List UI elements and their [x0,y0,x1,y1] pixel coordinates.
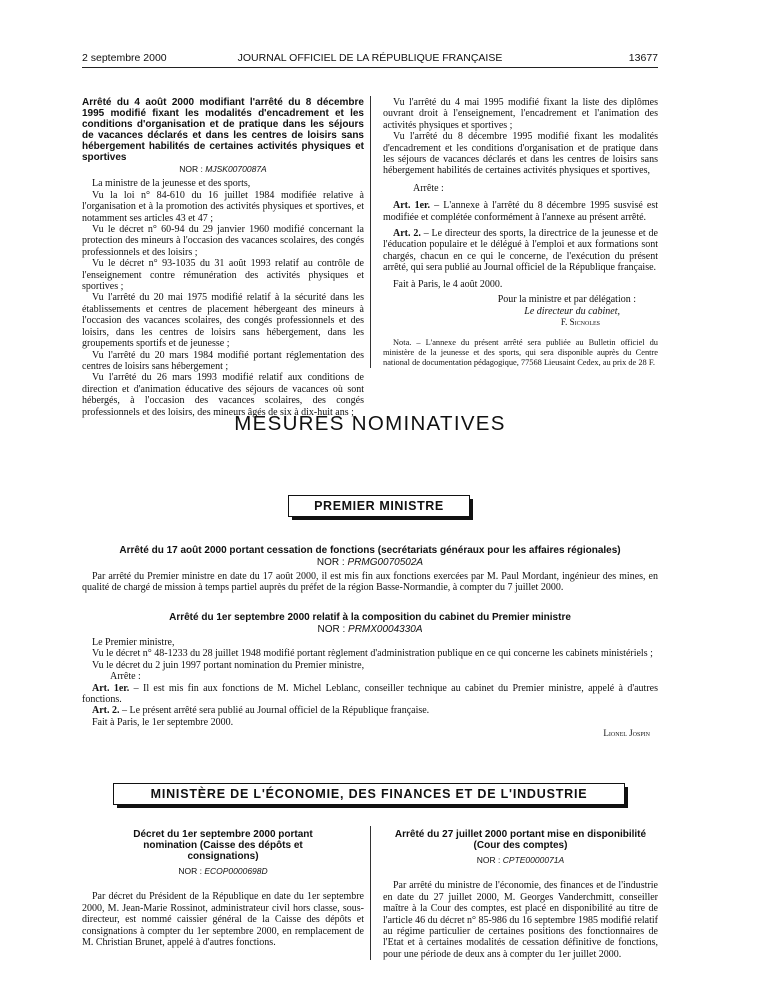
article-label: Art. 2. [393,228,421,240]
nor-line: NOR : MJSK0070087A [179,164,267,174]
paragraph: Vu le décret n° 48-1233 du 28 juillet 1948 modifié portant règlement d'administration publique en ce qui concerne les cabinets ministériels ; [92,648,653,660]
nor-code: ECOP0000698D [204,866,268,876]
paragraph: Vu le décret n° 93-1035 du 31 août 1993 relatif au contrôle de l'enseignement contre rémunération des activités physiques et sportives ; [82,258,364,293]
article-2: Art. 2. – Le présent arrêté sera publié au Journal officiel de la République française. [92,705,430,717]
article-1: Art. 1er. – Il est mis fin aux fonctions de M. Michel Leblanc, conseiller technique au cabinet du Premier ministre, appelé à d'autres fonctions. [82,682,658,706]
right-column [383,97,658,367]
running-header [82,52,658,66]
delegation-line: Pour la ministre et par délégation : [497,294,636,306]
paragraph: Vu l'arrêté du 20 mars 1984 modifié portant réglementation des centres de loisirs sans hébergement ; [82,349,364,372]
left-column [82,97,364,418]
arrete-title: Arrêté du 1er septembre 2000 relatif à la composition du cabinet du Premier ministre [169,612,571,623]
arrete-body [82,637,658,740]
column-separator [370,96,371,368]
nor-line: NOR : CPTE0000071A [476,855,565,865]
right-column-arrete [383,829,658,960]
left-column-decret [82,829,364,948]
article-label: Art. 2. [92,705,120,717]
paragraph: Vu le décret du 2 juin 1997 portant nomination du Premier ministre, [92,659,365,671]
paragraph: Vu l'arrêté du 8 décembre 1995 modifié fixant les modalités d'encadrement et les conditions d'organisation et de pratique dans les séjours de vacances déclarés et dans les centres de loisirs sans hébergement habilités de certaines activités physiques et sportives, [383,131,658,177]
paragraph: Le Premier ministre, [92,637,175,648]
header-date: 2 septembre 2000 [82,52,167,64]
signature: F. Sicnoles [560,316,600,327]
article-1: Art. 1er. – L'annexe à l'arrêté du 8 décembre 1995 susvisé est modifiée et complétée conformément à l'annexe au présent arrêté. [383,200,658,223]
nor-line: NOR : PRMX0004330A [317,624,423,635]
done-at: Fait à Paris, le 4 août 2000. [393,278,503,290]
footnote: Nota. – L'annexe du présent arrêté sera publiée au Bulletin officiel du ministère de la jeunesse et des sports, qui sera disponible auprès du Centre national de documentation pédagogique, 77568 Lieusaint Cedex, au prix de 28 F. [383,338,658,367]
done-at: Fait à Paris, le 1er septembre 2000. [92,716,234,728]
column-separator [370,826,371,960]
nor-code: MJSK0070087A [205,164,267,174]
section-title: MESURES NOMINATIVES [234,412,506,435]
nor-code: PRMG0070502A [347,557,424,568]
article-label: Art. 1er. [393,200,431,212]
arrete-title: Arrêté du 27 juillet 2000 portant mise en disponibilité (Cour des comptes) [394,829,647,851]
ministry-box-premier-ministre: PREMIER MINISTRE [288,495,470,517]
paragraph: Vu la loi n° 84-610 du 16 juillet 1984 modifiée relative à l'organisation et à la promotion des activités physiques et sportives, et notamment ses articles 43 et 47 ; [82,189,364,224]
ministry-box-economie: MINISTÈRE DE L'ÉCONOMIE, DES FINANCES ET DE L'INDUSTRIE [113,783,625,805]
paragraph: Vu l'arrêté du 26 mars 1993 modifié relatif aux conditions de direction et d'animation éducative des séjours de vacances où sont hébergés, à l'occasion des vacances scolaires, des congés professionnels et des loisirs, des mineurs âgés de six à dix-huit ans ; [82,372,364,418]
article-label: Art. 1er. [92,682,130,694]
arrete-title: Arrêté du 17 août 2000 portant cessation de fonctions (secrétariats généraux pour les affaires régionales) [119,545,621,556]
signature: Lionel Jospin [603,728,650,739]
header-page-number: 13677 [628,52,658,64]
paragraph: La ministre de la jeunesse et des sports, [92,178,251,190]
paragraph: Par arrêté du Premier ministre en date du 17 août 2000, il est mis fin aux fonctions exercées par M. Paul Mordant, ingénieur des mines, en qualité de chargé de mission à temps partiel auprès du préfet de la région Basse-Normandie, à compter du 7 juillet 2000. [82,571,658,594]
nor-code: CPTE0000071A [502,855,565,865]
paragraph: Vu l'arrêté du 20 mai 1975 modifié relatif à la sécurité dans les établissements et centres de placement hébergeant des mineurs à l'occasion des vacances scolaires, des congés professionnels et des loisirs, dans les centres de loisirs sans hébergement, dans les groupements sportifs et de jeunesse ; [82,292,364,350]
arrete-body [82,571,658,594]
decret-title: Décret du 1er septembre 2000 portant nomination (Caisse des dépôts et consignations) [133,829,313,862]
cabinet-director: Le directeur du cabinet, [524,305,620,317]
paragraph: Vu le décret n° 60-94 du 29 janvier 1960 modifié concernant la protection des mineurs à l'occasion des vacances scolaires, des congés professionnels et des loisirs ; [82,224,364,258]
paragraph: Par décret du Président de la République en date du 1er septembre 2000, M. Jean-Marie Rossinot, administrateur civil hors classe, sous-directeur, est nommé caissier général de la Caisse des dépôts et consignations à compter du 1er septembre 2000, en remplacement de M. Christian Brunet, appelé à d'autres fonctions. [82,891,364,949]
header-rule [82,67,658,68]
nor-line: NOR : ECOP0000698D [178,866,268,876]
arrete-title: Arrêté du 4 août 2000 modifiant l'arrêté du 8 décembre 1995 modifié fixant les modalités d'encadrement et les conditions d'organisation et de pratique dans les séjours de vacances déclarés et dans les centres de loisirs sans hébergement habilités de certaines activités physiques et sportives [82,97,364,163]
nor-code: PRMX0004330A [348,624,423,635]
paragraph: Par arrêté du ministre de l'économie, des finances et de l'industrie en date du 27 juillet 2000, M. Georges Vanderchmitt, conseiller maître à la Cour des comptes, est placé en disponibilité au titre de l'article 46 du décret n° 85-986 du 16 septembre 1985 modifié relatif au régime particulier de certaines positions des fonctionnaires de l'Etat et à certaines modalités de cessation définitive de fonctions, pour une période de deux ans à compter du 1er juillet 2000. [383,880,658,960]
arrete-word: Arrête : [413,182,444,194]
header-journal: JOURNAL OFFICIEL DE LA RÉPUBLIQUE FRANÇAISE [237,52,503,64]
article-2: Art. 2. – Le directeur des sports, la directrice de la jeunesse et de l'éducation populaire et le délégué à l'emploi et aux formations sont chargés, chacun en ce qui le concerne, de l'exécution du présent arrêté, qui sera publié au Journal officiel de la République française. [383,228,658,274]
arrete-word: Arrête : [110,671,141,683]
nor-line: NOR : PRMG0070502A [316,557,424,568]
paragraph: Vu l'arrêté du 4 mai 1995 modifié fixant la liste des diplômes ouvrant droit à l'enseignement, l'encadrement et l'animation des activités physiques et sportives ; [383,97,658,131]
